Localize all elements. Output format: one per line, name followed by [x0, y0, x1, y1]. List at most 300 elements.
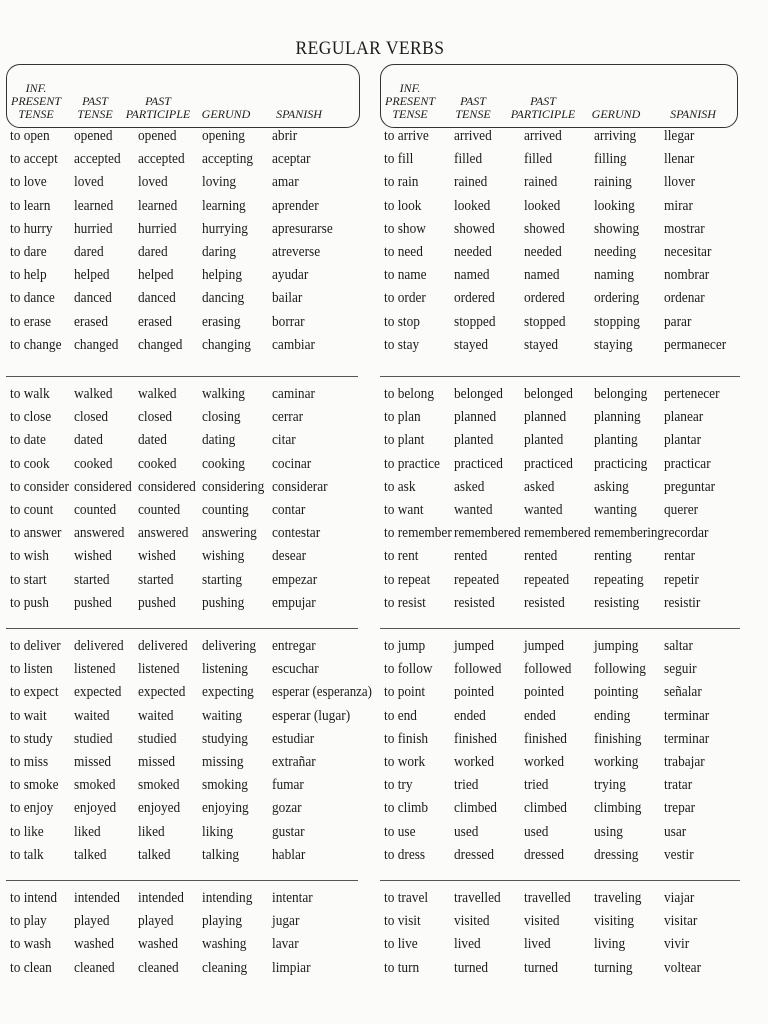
- spanish-cell: contar: [272, 502, 306, 518]
- past-participle-cell: smoked: [138, 777, 180, 794]
- past-tense-cell: looked: [454, 197, 491, 214]
- spanish-cell: mostrar: [664, 220, 705, 237]
- present-tense-cell: to work: [384, 754, 426, 770]
- past-participle-cell: expected: [138, 684, 186, 701]
- past-participle-cell: dated: [138, 432, 167, 449]
- past-participle-cell: walked: [138, 386, 177, 402]
- past-participle-cell: counted: [138, 502, 181, 518]
- past-tense-cell: opened: [74, 128, 113, 144]
- spanish-cell: cocinar: [272, 455, 312, 472]
- verb-row: [380, 502, 750, 525]
- verb-row: [6, 290, 376, 313]
- past-participle-cell: jumped: [524, 638, 565, 654]
- spanish-cell: voltear: [664, 959, 702, 976]
- verb-row: [380, 244, 750, 267]
- present-tense-cell: to close: [10, 409, 52, 426]
- spanish-cell: entregar: [272, 638, 316, 654]
- past-tense-cell: delivered: [74, 638, 124, 654]
- gerund-cell: finishing: [594, 730, 642, 747]
- verb-row: [380, 661, 750, 684]
- spanish-cell: desear: [272, 548, 307, 565]
- gerund-cell: trying: [594, 777, 626, 794]
- spanish-cell: saltar: [664, 638, 693, 654]
- verb-row: [6, 479, 376, 502]
- gerund-cell: climbing: [594, 800, 642, 817]
- spanish-cell: apresurarse: [272, 220, 333, 237]
- spanish-cell: intentar: [272, 890, 313, 906]
- past-participle-cell: cleaned: [138, 959, 179, 976]
- present-tense-cell: to rain: [384, 174, 419, 191]
- header-present-tense: [7, 65, 65, 127]
- spanish-cell: ordenar: [664, 290, 705, 307]
- verb-row: [380, 731, 750, 754]
- gerund-cell: opening: [202, 128, 245, 144]
- past-tense-cell: considered: [74, 478, 132, 495]
- gerund-cell: jumping: [594, 638, 639, 654]
- past-participle-cell: finished: [524, 730, 567, 747]
- gerund-cell: pushing: [202, 594, 245, 611]
- present-tense-cell: to dress: [384, 846, 426, 863]
- past-participle-cell: looked: [524, 197, 561, 214]
- past-tense-cell: studied: [74, 730, 113, 747]
- present-tense-cell: to miss: [10, 754, 49, 770]
- past-participle-cell: studied: [138, 730, 177, 747]
- past-participle-cell: started: [138, 571, 174, 588]
- past-participle-cell: stayed: [524, 336, 559, 353]
- present-tense-cell: to rent: [384, 548, 419, 565]
- group-divider: [6, 628, 358, 629]
- past-tense-cell: learned: [74, 197, 114, 214]
- verb-row: [6, 525, 376, 548]
- gerund-cell: loving: [202, 174, 237, 191]
- past-tense-cell: counted: [74, 502, 117, 518]
- header-line: PRESENT: [11, 94, 61, 108]
- present-tense-cell: to climb: [384, 800, 429, 817]
- group-divider: [380, 880, 740, 881]
- verb-row: [380, 221, 750, 244]
- past-tense-cell: pointed: [454, 684, 495, 701]
- present-tense-cell: to follow: [384, 661, 433, 678]
- past-participle-cell: dared: [138, 244, 168, 260]
- header-line: GERUND: [591, 107, 641, 121]
- verb-row: [6, 754, 376, 777]
- header-line: INF.: [25, 81, 47, 95]
- past-participle-cell: planted: [524, 432, 564, 449]
- verb-row: [380, 267, 750, 290]
- spanish-cell: esperar (esperanza): [272, 684, 372, 701]
- gerund-cell: naming: [594, 267, 635, 284]
- verb-row: [380, 890, 750, 913]
- group-divider: [6, 376, 358, 377]
- past-tense-cell: pushed: [74, 594, 112, 611]
- past-tense-cell: closed: [74, 409, 109, 426]
- present-tense-cell: to stop: [384, 313, 420, 330]
- spanish-cell: visitar: [664, 913, 698, 930]
- past-tense-cell: filled: [454, 151, 483, 168]
- verb-table-right: [380, 0, 750, 1024]
- past-participle-cell: hurried: [138, 220, 177, 237]
- present-tense-cell: to arrive: [384, 128, 429, 144]
- verb-row: [380, 708, 750, 731]
- present-tense-cell: to cook: [10, 455, 50, 472]
- present-tense-cell: to start: [10, 571, 47, 588]
- past-tense-cell: showed: [454, 220, 495, 237]
- gerund-cell: counting: [202, 502, 249, 518]
- verb-row: [380, 290, 750, 313]
- present-tense-cell: to count: [10, 502, 54, 518]
- past-participle-cell: followed: [524, 661, 572, 678]
- spanish-cell: caminar: [272, 386, 315, 402]
- verb-row: [380, 198, 750, 221]
- spanish-cell: terminar: [664, 707, 710, 724]
- verb-row: [6, 337, 376, 360]
- verb-row: [6, 198, 376, 221]
- verb-row: [6, 824, 376, 847]
- past-participle-cell: named: [524, 267, 560, 284]
- past-tense-cell: visited: [454, 913, 490, 930]
- gerund-cell: delivering: [202, 638, 257, 654]
- present-tense-cell: to use: [384, 823, 416, 840]
- past-tense-cell: planned: [454, 409, 497, 426]
- verb-row: [380, 572, 750, 595]
- header-past-tense: [443, 65, 503, 127]
- past-tense-cell: stopped: [454, 313, 496, 330]
- gerund-cell: filling: [594, 151, 627, 168]
- past-participle-cell: enjoyed: [138, 800, 181, 817]
- past-tense-cell: jumped: [454, 638, 495, 654]
- present-tense-cell: to name: [384, 267, 427, 284]
- gerund-cell: repeating: [594, 571, 644, 588]
- present-tense-cell: to erase: [10, 313, 52, 330]
- past-tense-cell: listened: [74, 661, 116, 678]
- verb-row: [380, 525, 750, 548]
- gerund-cell: planning: [594, 409, 641, 426]
- verb-row: [380, 754, 750, 777]
- gerund-cell: cleaning: [202, 959, 248, 976]
- past-participle-cell: wanted: [524, 502, 563, 518]
- verb-row: [6, 502, 376, 525]
- header-line: PARTICIPLE: [125, 107, 191, 121]
- gerund-cell: following: [594, 661, 646, 678]
- past-participle-cell: accepted: [138, 151, 185, 168]
- header-spanish: [651, 65, 735, 127]
- spanish-cell: vivir: [664, 936, 690, 953]
- verb-row: [380, 800, 750, 823]
- spanish-cell: borrar: [272, 313, 305, 330]
- past-tense-cell: asked: [454, 478, 485, 495]
- verb-row: [6, 684, 376, 707]
- present-tense-cell: to belong: [384, 386, 435, 402]
- verb-row: [380, 913, 750, 936]
- verb-row: [6, 221, 376, 244]
- verb-row: [380, 479, 750, 502]
- present-tense-cell: to stay: [384, 336, 420, 353]
- present-tense-cell: to remember: [384, 525, 452, 542]
- spanish-cell: cerrar: [272, 409, 304, 426]
- spanish-cell: cambiar: [272, 336, 315, 353]
- past-participle-cell: erased: [138, 313, 173, 330]
- spanish-cell: bailar: [272, 290, 303, 307]
- gerund-cell: helping: [202, 267, 243, 284]
- verb-row: [6, 708, 376, 731]
- past-participle-cell: missed: [138, 754, 176, 770]
- past-participle-cell: ended: [524, 707, 556, 724]
- spanish-cell: nombrar: [664, 267, 710, 284]
- spanish-cell: escuchar: [272, 661, 319, 678]
- present-tense-cell: to order: [384, 290, 426, 307]
- spanish-cell: lavar: [272, 936, 299, 953]
- past-participle-cell: learned: [138, 197, 178, 214]
- past-tense-cell: changed: [74, 336, 119, 353]
- verb-row: [380, 409, 750, 432]
- present-tense-cell: to learn: [10, 197, 51, 214]
- past-tense-cell: worked: [454, 754, 495, 770]
- past-tense-cell: hurried: [74, 220, 113, 237]
- verb-row: [6, 128, 376, 151]
- gerund-cell: remembering: [594, 525, 664, 542]
- present-tense-cell: to repeat: [384, 571, 431, 588]
- verb-row: [380, 432, 750, 455]
- past-participle-cell: wished: [138, 548, 176, 565]
- past-participle-cell: resisted: [524, 594, 565, 611]
- present-tense-cell: to play: [10, 913, 47, 930]
- header-line: TENSE: [392, 107, 428, 121]
- gerund-cell: hurrying: [202, 220, 248, 237]
- past-participle-cell: belonged: [524, 386, 573, 402]
- header-line: TENSE: [18, 107, 54, 121]
- verb-row: [380, 847, 750, 870]
- spanish-cell: empezar: [272, 571, 318, 588]
- past-participle-cell: listened: [138, 661, 180, 678]
- present-tense-cell: to consider: [10, 478, 69, 495]
- header-line: TENSE: [455, 107, 491, 121]
- spanish-cell: viajar: [664, 890, 695, 906]
- past-participle-cell: waited: [138, 707, 174, 724]
- gerund-cell: resisting: [594, 594, 640, 611]
- header-box-right: [380, 64, 738, 128]
- header-line: SPANISH: [276, 107, 322, 121]
- verb-row: [380, 595, 750, 618]
- present-tense-cell: to show: [384, 220, 426, 237]
- past-participle-cell: talked: [138, 846, 171, 863]
- present-tense-cell: to want: [384, 502, 424, 518]
- gerund-cell: answering: [202, 525, 257, 542]
- present-tense-cell: to try: [384, 777, 413, 794]
- past-tense-cell: planted: [454, 432, 494, 449]
- gerund-cell: practicing: [594, 455, 648, 472]
- verb-row: [380, 548, 750, 571]
- verb-row: [6, 174, 376, 197]
- gerund-cell: intending: [202, 890, 253, 906]
- present-tense-cell: to intend: [10, 890, 58, 906]
- header-line: PAST: [460, 94, 486, 108]
- past-tense-cell: helped: [74, 267, 110, 284]
- header-line: PARTICIPLE: [510, 107, 576, 121]
- spanish-cell: aceptar: [272, 151, 311, 168]
- verb-row: [380, 314, 750, 337]
- spanish-cell: plantar: [664, 432, 702, 449]
- past-participle-cell: opened: [138, 128, 177, 144]
- spanish-cell: preguntar: [664, 478, 716, 495]
- past-tense-cell: erased: [74, 313, 109, 330]
- header-past-participle: [505, 65, 581, 127]
- present-tense-cell: to fill: [384, 151, 414, 168]
- gerund-cell: planting: [594, 432, 638, 449]
- present-tense-cell: to live: [384, 936, 418, 953]
- present-tense-cell: to study: [10, 730, 53, 747]
- verb-row: [6, 267, 376, 290]
- group-divider: [380, 376, 740, 377]
- present-tense-cell: to clean: [10, 959, 52, 976]
- present-tense-cell: to plan: [384, 409, 421, 426]
- present-tense-cell: to accept: [10, 151, 58, 168]
- gerund-cell: liking: [202, 823, 234, 840]
- gerund-cell: belonging: [594, 386, 648, 402]
- verb-row: [380, 960, 750, 983]
- past-participle-cell: turned: [524, 959, 559, 976]
- past-participle-cell: remembered: [524, 525, 591, 542]
- present-tense-cell: to change: [10, 336, 62, 353]
- present-tense-cell: to push: [10, 594, 49, 611]
- header-line: SPANISH: [670, 107, 716, 121]
- past-participle-cell: stopped: [524, 313, 566, 330]
- past-tense-cell: practiced: [454, 455, 503, 472]
- header-line: PAST: [530, 94, 556, 108]
- spanish-cell: llenar: [664, 151, 695, 168]
- present-tense-cell: to turn: [384, 959, 420, 976]
- past-participle-cell: pushed: [138, 594, 176, 611]
- present-tense-cell: to end: [384, 707, 417, 724]
- past-participle-cell: travelled: [524, 890, 571, 906]
- gerund-cell: listening: [202, 661, 248, 678]
- gerund-cell: cooking: [202, 455, 245, 472]
- past-tense-cell: expected: [74, 684, 122, 701]
- gerund-cell: turning: [594, 959, 633, 976]
- verb-row: [6, 151, 376, 174]
- gerund-cell: dressing: [594, 846, 639, 863]
- gerund-cell: starting: [202, 571, 243, 588]
- verb-row: [380, 456, 750, 479]
- past-tense-cell: lived: [454, 936, 481, 953]
- gerund-cell: dating: [202, 432, 236, 449]
- spanish-cell: gustar: [272, 823, 305, 840]
- past-participle-cell: repeated: [524, 571, 570, 588]
- present-tense-cell: to hurry: [10, 220, 53, 237]
- verb-row: [6, 314, 376, 337]
- verb-row: [6, 638, 376, 661]
- past-tense-cell: wished: [74, 548, 112, 565]
- present-tense-cell: to wash: [10, 936, 52, 953]
- past-tense-cell: cleaned: [74, 959, 115, 976]
- gerund-cell: dancing: [202, 290, 245, 307]
- past-tense-cell: talked: [74, 846, 107, 863]
- gerund-cell: expecting: [202, 684, 254, 701]
- past-participle-cell: considered: [138, 478, 196, 495]
- past-tense-cell: climbed: [454, 800, 497, 817]
- past-tense-cell: stayed: [454, 336, 489, 353]
- spanish-cell: llegar: [664, 128, 695, 144]
- present-tense-cell: to plant: [384, 432, 425, 449]
- past-tense-cell: intended: [74, 890, 120, 906]
- spanish-cell: ayudar: [272, 267, 309, 284]
- past-tense-cell: missed: [74, 754, 112, 770]
- spanish-cell: parar: [664, 313, 692, 330]
- gerund-cell: talking: [202, 846, 240, 863]
- past-participle-cell: loved: [138, 174, 168, 191]
- spanish-cell: usar: [664, 823, 687, 840]
- past-participle-cell: showed: [524, 220, 565, 237]
- gerund-cell: staying: [594, 336, 633, 353]
- gerund-cell: traveling: [594, 890, 642, 906]
- gerund-cell: using: [594, 823, 623, 840]
- past-tense-cell: cooked: [74, 455, 113, 472]
- past-tense-cell: enjoyed: [74, 800, 117, 817]
- present-tense-cell: to visit: [384, 913, 421, 930]
- past-participle-cell: worked: [524, 754, 565, 770]
- header-gerund: [585, 65, 647, 127]
- verb-row: [6, 548, 376, 571]
- gerund-cell: living: [594, 936, 626, 953]
- gerund-cell: ordering: [594, 290, 640, 307]
- verb-row: [6, 386, 376, 409]
- past-participle-cell: tried: [524, 777, 549, 794]
- gerund-cell: working: [594, 754, 639, 770]
- spanish-cell: seguir: [664, 661, 697, 678]
- past-participle-cell: asked: [524, 478, 555, 495]
- spanish-cell: contestar: [272, 525, 321, 542]
- past-tense-cell: used: [454, 823, 479, 840]
- spanish-cell: aprender: [272, 197, 319, 214]
- present-tense-cell: to jump: [384, 638, 426, 654]
- gerund-cell: ending: [594, 707, 631, 724]
- past-participle-cell: practiced: [524, 455, 573, 472]
- gerund-cell: missing: [202, 754, 244, 770]
- present-tense-cell: to expect: [10, 684, 59, 701]
- past-participle-cell: rented: [524, 548, 558, 565]
- past-participle-cell: needed: [524, 244, 562, 260]
- present-tense-cell: to wait: [10, 707, 47, 724]
- spanish-cell: planear: [664, 409, 704, 426]
- gerund-cell: needing: [594, 244, 637, 260]
- spanish-cell: llover: [664, 174, 696, 191]
- header-line: PAST: [145, 94, 171, 108]
- past-tense-cell: followed: [454, 661, 502, 678]
- page-title: REGULAR VERBS: [295, 38, 445, 59]
- verb-row: [380, 151, 750, 174]
- spanish-cell: vestir: [664, 846, 694, 863]
- past-tense-cell: wanted: [454, 502, 493, 518]
- spanish-cell: rentar: [664, 548, 696, 565]
- present-tense-cell: to help: [10, 267, 47, 284]
- gerund-cell: washing: [202, 936, 247, 953]
- verb-row: [380, 936, 750, 959]
- gerund-cell: walking: [202, 386, 245, 402]
- present-tense-cell: to walk: [10, 386, 50, 402]
- past-tense-cell: travelled: [454, 890, 501, 906]
- past-participle-cell: pointed: [524, 684, 565, 701]
- past-participle-cell: planned: [524, 409, 567, 426]
- spanish-cell: tratar: [664, 777, 693, 794]
- past-participle-cell: ordered: [524, 290, 565, 307]
- present-tense-cell: to answer: [10, 525, 62, 542]
- spanish-cell: fumar: [272, 777, 304, 794]
- verb-row: [380, 386, 750, 409]
- verb-row: [6, 960, 376, 983]
- spanish-cell: empujar: [272, 594, 316, 611]
- present-tense-cell: to dance: [10, 290, 55, 307]
- present-tense-cell: to enjoy: [10, 800, 54, 817]
- present-tense-cell: to dare: [10, 244, 47, 260]
